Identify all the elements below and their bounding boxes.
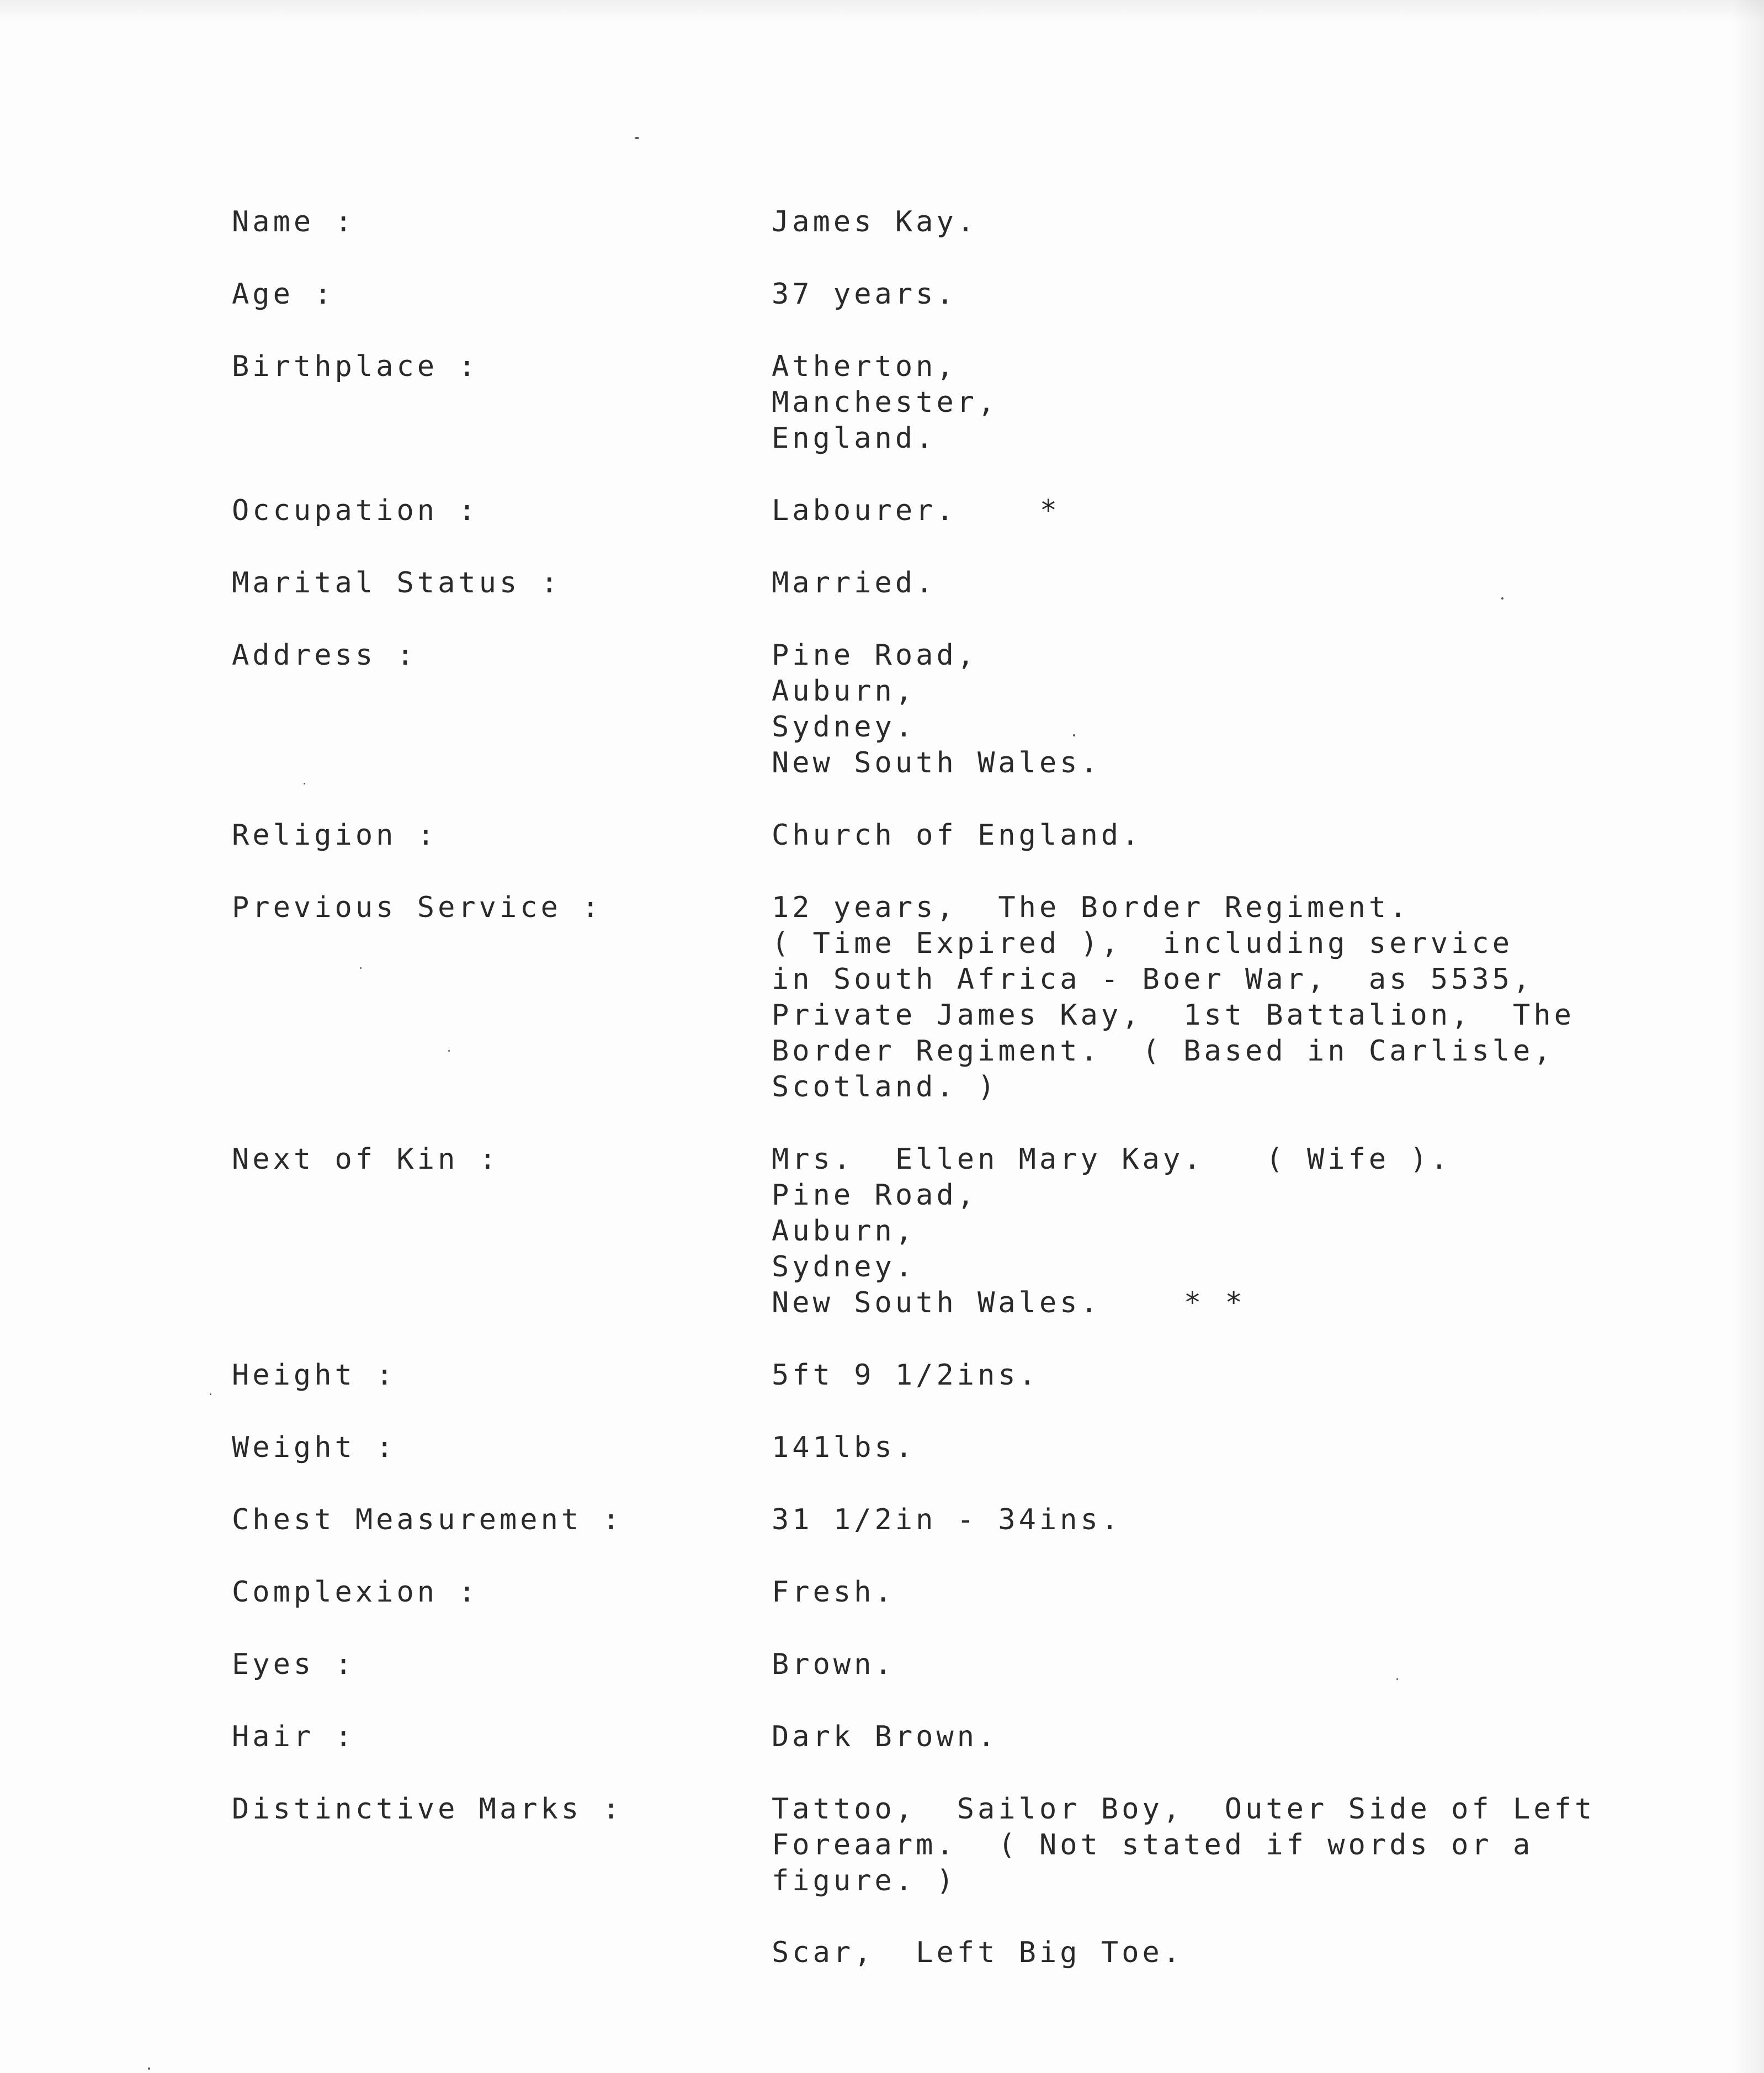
scan-speck — [148, 2067, 150, 2070]
value-line — [772, 1142, 1645, 1178]
field-label-religion: Religion : — [232, 819, 438, 852]
value-line — [772, 421, 1645, 457]
value-text: Tattoo, Sailor Boy, Outer Side of Left — [772, 1793, 1596, 1826]
field-label-eyes: Eyes : — [232, 1648, 355, 1681]
value-text: Labourer. — [772, 494, 957, 527]
asterisk-note: * * — [1183, 1286, 1246, 1319]
field-name — [232, 204, 1645, 240]
field-previous_service — [232, 890, 1645, 1105]
value-line — [772, 1213, 1645, 1249]
value-line — [772, 1069, 1645, 1105]
value-text: 37 years. — [772, 278, 957, 311]
value-line — [772, 674, 1645, 709]
field-value-age — [772, 277, 1645, 312]
value-line — [772, 818, 1645, 853]
value-line — [772, 1033, 1645, 1069]
value-text: Auburn, — [772, 675, 916, 708]
field-value-marital — [772, 565, 1645, 601]
field-marital — [232, 565, 1645, 601]
value-line — [772, 1719, 1645, 1755]
field-label-age: Age : — [232, 278, 335, 311]
value-text: in South Africa - Boer War, as 5535, — [772, 963, 1534, 996]
value-text: 12 years, The Border Regiment. — [772, 891, 1410, 924]
value-line — [772, 1249, 1645, 1285]
field-occupation — [232, 493, 1645, 529]
field-label-height: Height : — [232, 1359, 397, 1392]
value-line — [772, 998, 1645, 1033]
value-text: Dark Brown. — [772, 1720, 998, 1753]
value-text: Foreaarm. ( Not stated if words or a — [772, 1828, 1534, 1862]
field-height — [232, 1358, 1645, 1393]
value-text: Scotland. ) — [772, 1070, 998, 1104]
field-label-chest: Chest Measurement : — [232, 1503, 623, 1536]
field-marks — [232, 1791, 1645, 1971]
value-line — [772, 1358, 1645, 1393]
value-line — [772, 1791, 1645, 1827]
value-line — [772, 926, 1645, 962]
field-label-complexion: Complexion : — [232, 1576, 479, 1609]
value-line — [772, 349, 1645, 385]
value-line — [772, 204, 1645, 240]
field-eyes — [232, 1647, 1645, 1683]
value-text: Private James Kay, 1st Battalion, The — [772, 999, 1575, 1032]
field-value-address — [772, 638, 1645, 781]
scan-top-shadow — [0, 0, 1764, 22]
field-label-next_of_kin: Next of Kin : — [232, 1143, 500, 1176]
value-line — [772, 1574, 1645, 1610]
field-value-chest — [772, 1502, 1645, 1538]
value-text: Brown. — [772, 1648, 895, 1681]
field-birthplace — [232, 349, 1645, 457]
field-age — [232, 277, 1645, 312]
value-line — [772, 1178, 1645, 1213]
value-line — [772, 277, 1645, 312]
value-text: Fresh. — [772, 1576, 895, 1609]
value-text: Pine Road, — [772, 639, 978, 672]
value-text: Manchester, — [772, 386, 998, 419]
field-value-complexion — [772, 1574, 1645, 1610]
value-line — [772, 962, 1645, 998]
field-value-eyes — [772, 1647, 1645, 1683]
field-value-occupation — [772, 493, 1645, 529]
value-text: 141lbs. — [772, 1431, 916, 1464]
field-value-weight — [772, 1430, 1645, 1466]
field-value-previous_service — [772, 890, 1645, 1105]
field-complexion — [232, 1574, 1645, 1610]
value-text: James Kay. — [772, 205, 978, 238]
value-text: Auburn, — [772, 1215, 916, 1248]
value-text: Sydney. — [772, 711, 916, 744]
field-label-marks: Distinctive Marks : — [232, 1793, 623, 1826]
field-label-address: Address : — [232, 639, 417, 672]
value-text: Married. — [772, 566, 937, 600]
field-value-hair — [772, 1719, 1645, 1755]
value-line — [772, 385, 1645, 421]
field-label-birthplace: Birthplace : — [232, 350, 479, 383]
field-value-religion — [772, 818, 1645, 853]
field-address — [232, 638, 1645, 781]
value-text: Pine Road, — [772, 1179, 978, 1212]
value-line — [772, 1935, 1645, 1971]
personnel-record — [232, 204, 1645, 2007]
field-label-previous_service: Previous Service : — [232, 891, 603, 924]
value-text: Scar, Left Big Toe. — [772, 1936, 1184, 1969]
value-text: Border Regiment. ( Based in Carlisle, — [772, 1035, 1554, 1068]
field-label-occupation: Occupation : — [232, 494, 479, 527]
field-label-weight: Weight : — [232, 1431, 397, 1464]
value-text: 5ft 9 1/2ins. — [772, 1359, 1039, 1392]
field-religion — [232, 818, 1645, 853]
value-line — [772, 709, 1645, 745]
value-text: Mrs. Ellen Mary Kay. ( Wife ). — [772, 1143, 1452, 1176]
field-hair — [232, 1719, 1645, 1755]
value-line — [772, 1502, 1645, 1538]
value-line — [772, 1863, 1645, 1899]
value-text: Sydney. — [772, 1250, 916, 1284]
field-value-name — [772, 204, 1645, 240]
value-text: figure. ) — [772, 1864, 957, 1897]
value-text: New South Wales. — [772, 746, 1101, 780]
scan-edge-shadow — [1731, 0, 1764, 2073]
value-line — [772, 1827, 1645, 1863]
field-label-marital: Marital Status : — [232, 566, 561, 600]
field-value-birthplace — [772, 349, 1645, 457]
field-label-name: Name : — [232, 205, 355, 238]
value-text: Church of England. — [772, 819, 1143, 852]
asterisk-note: * — [1039, 494, 1061, 527]
value-line — [772, 745, 1645, 781]
field-value-next_of_kin — [772, 1142, 1645, 1321]
value-line — [772, 1285, 1645, 1321]
value-line — [772, 638, 1645, 674]
field-label-hair: Hair : — [232, 1720, 355, 1753]
value-line — [772, 493, 1645, 529]
value-text: Atherton, — [772, 350, 957, 383]
field-value-height — [772, 1358, 1645, 1393]
field-value-marks — [772, 1791, 1645, 1971]
value-text: ( Time Expired ), including service — [772, 927, 1513, 960]
value-line — [772, 1647, 1645, 1683]
scan-speck — [635, 137, 639, 139]
value-text: England. — [772, 422, 937, 455]
field-chest — [232, 1502, 1645, 1538]
field-weight — [232, 1430, 1645, 1466]
value-line — [772, 565, 1645, 601]
value-text: New South Wales. — [772, 1286, 1101, 1319]
value-line — [772, 1430, 1645, 1466]
value-text: 31 1/2in - 34ins. — [772, 1503, 1122, 1536]
field-next_of_kin — [232, 1142, 1645, 1321]
value-line — [772, 890, 1645, 926]
scan-speck — [210, 1393, 211, 1395]
